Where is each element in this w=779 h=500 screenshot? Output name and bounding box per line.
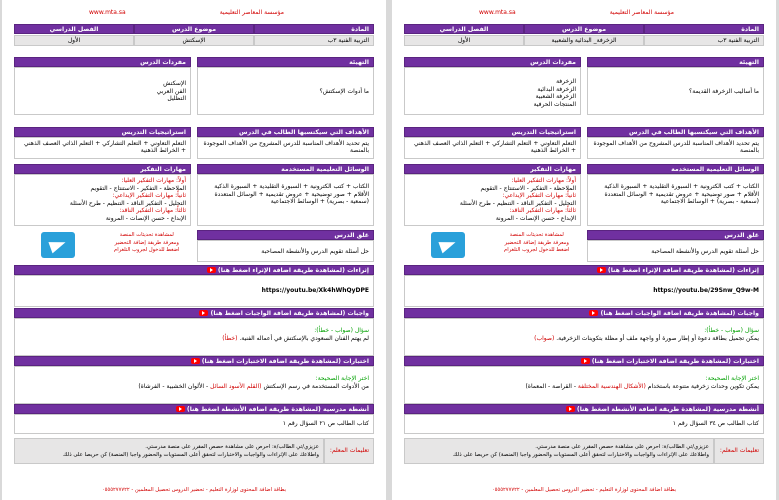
homework-bar[interactable] (14, 308, 374, 318)
telegram-box[interactable] (404, 230, 581, 262)
vocab-list (14, 67, 191, 115)
media-section (587, 164, 764, 226)
goals-strategies-row (14, 127, 374, 159)
goals-section (197, 127, 374, 159)
youtube-icon[interactable] (597, 267, 606, 273)
homework-body (14, 318, 374, 356)
site-link[interactable]: www.mta.sa (479, 9, 516, 16)
activities-label[interactable]: أنشطة مدرسية (لمشاهدة طريقة اضافة الأنشطة اضغط هنا) (576, 406, 759, 413)
telegram-line: لمشاهدة تحديثات المنصة (509, 232, 564, 238)
homework-answer: (خطأ) (222, 334, 238, 342)
closing-text: حل أسئلة تقويم الدرس والأنشطة المصاحبة (587, 240, 764, 262)
skills-heading: ثالثاً: مهارات التفكير الناقد: (509, 207, 576, 214)
media-text: الكتاب + كتب الكترونية + السبورة التقليدية + السبورة الذكية الأقلام + صور توضيحية + عروض تقديمية + الوسائل المتعددة (سمعية - بصرية) + الوسائط الاجتماعية (197, 174, 374, 226)
vocab-item: الإسكتش (163, 80, 186, 87)
activities-text: كتاب الطالب ص ٣٤ السؤال رقم ١ (404, 414, 764, 434)
tests-question-text: يمكن تكوين وحدات زخرفية متنوعة باستخدام (647, 382, 759, 390)
site-link[interactable]: www.mta.sa (89, 9, 126, 16)
youtube-icon[interactable] (176, 406, 185, 412)
closing-label: غلق الدرس (587, 230, 764, 240)
media-skills-row (404, 164, 764, 226)
intro-section (197, 57, 374, 115)
activities-bar[interactable] (14, 404, 374, 414)
tests-question-label: اختر الإجابة الصحيحة: (315, 375, 369, 382)
page-footer: بطاقة اضافة المحتوى لوزارة التعليم - تحضير الدروس تحصيل المعلمين - ٠٥٥٥٢٧٧٧٢٢ (491, 487, 677, 493)
skills-line: الإبداع - حسن الإنصات - المرونة (495, 214, 576, 222)
intro-vocab-row (404, 57, 764, 115)
vocab-label: مفردات الدرس (14, 57, 191, 67)
homework-body (404, 318, 764, 356)
skills-heading: أولاً: مهارات التفكير العليا: (511, 177, 576, 184)
tests-section (14, 356, 374, 404)
closing-text: حل أسئلة تقويم الدرس والأنشطة المصاحبة (197, 240, 374, 262)
subject-label: المادة (644, 24, 764, 34)
activities-section (404, 404, 764, 434)
enrichment-section (404, 265, 764, 307)
skills-line: التحليل - التفكير الناقد - التنظيم - طرح الأسئلة (459, 199, 576, 207)
homework-question (409, 335, 759, 343)
youtube-icon[interactable] (191, 358, 200, 364)
skills-line: الملاحظة - التفكير - الاستنتاج - التقويم (480, 184, 576, 192)
intro-vocab-row (14, 57, 374, 115)
tests-options: - القراصة - المعماة) (525, 382, 576, 390)
activities-text: كتاب الطالب ص ٢١ السؤال رقم ١ (14, 414, 374, 434)
info-values (404, 35, 764, 46)
skills-line: التحليل - التفكير الناقد - التنظيم - طرح الأسئلة (69, 199, 186, 207)
telegram-icon-wrap[interactable] (404, 230, 493, 262)
closing-section (197, 230, 374, 262)
vocab-item: الفن العربي (156, 87, 186, 95)
homework-question-text: يمكن تجميل بطاقة دعوة أو إطار صورة أو واجهة ملف أو مظلة بتكوينات الزخرفية. (556, 334, 759, 342)
media-label: الوسائل التعليمية المستخدمة (587, 164, 764, 174)
enrichment-label[interactable]: إثراءات (لمشاهدة طريقة اضافة الإثراء اضغط هنا) (217, 267, 369, 274)
homework-question-text: لم يهتم الفنان السعودي بالإسكتش في أعماله الفنية. (239, 334, 369, 342)
tests-body (14, 366, 374, 404)
topic-value: الزخرفة_ البدائية والشعبية (524, 35, 644, 46)
tests-question (19, 383, 369, 391)
vocab-section (404, 57, 581, 115)
notes-line: واطلاعك على الإثراءات والواجبات والاختبارات لتحقق أعلى المستويات والحضور واجبا (المنصة) كن حريصا على ذلك (63, 451, 319, 458)
subject-label: المادة (254, 24, 374, 34)
goals-strategies-row (404, 127, 764, 159)
youtube-icon[interactable] (566, 406, 575, 412)
telegram-icon-wrap[interactable] (14, 230, 103, 262)
closing-section (587, 230, 764, 262)
enrichment-bar[interactable] (14, 265, 374, 275)
skills-heading: ثانياً: مهارات التفكير الإبداعي: (502, 192, 576, 199)
subject-value: التربية الفنية ٣ب (254, 35, 374, 46)
goals-text: يتم تحديد الأهداف المناسبة للدرس المشروح من الأهداف الموجودة بالمنصة (197, 137, 374, 159)
telegram-line: اضغط للدخول لجروب التلغرام (114, 247, 180, 253)
skills-label: مهارات التفكير (14, 164, 191, 174)
skills-heading: ثالثاً: مهارات التفكير الناقد: (119, 207, 186, 214)
activities-bar[interactable] (404, 404, 764, 414)
notes-label: تعليمات المعلم: (324, 438, 374, 464)
skills-list (404, 174, 581, 226)
intro-label: التهيئة (587, 57, 764, 67)
tests-section (404, 356, 764, 404)
notes-label: تعليمات المعلم: (714, 438, 764, 464)
enrichment-link[interactable]: https://youtu.be/29Snw_Q9w-M (404, 275, 764, 307)
tests-bar[interactable] (404, 356, 764, 366)
notes-line: واطلاعك على الإثراءات والواجبات والاختبارات لتحقق أعلى المستويات والحضور واجبا (المنصة) كن حريصا على ذلك (453, 451, 709, 458)
homework-label[interactable]: واجبات (لمشاهدة طريقة اضافة الواجبات اضغط هنا) (210, 310, 369, 317)
tests-body (404, 366, 764, 404)
homework-section (404, 308, 764, 356)
tests-options: - الألوان الخشبية - الفرشاة) (138, 382, 209, 390)
topic-label: موضوع الدرس (134, 24, 254, 34)
enrichment-label[interactable]: إثراءات (لمشاهدة طريقة اضافة الإثراء اضغط هنا) (607, 267, 759, 274)
info-labels (404, 24, 764, 34)
homework-question-label: سؤال (صواب - خطأ): (314, 327, 369, 334)
skills-section (404, 164, 581, 226)
intro-section (587, 57, 764, 115)
skills-section (14, 164, 191, 226)
org-name: مؤسسة المعاصر التعليمية (219, 9, 284, 16)
closing-label: غلق الدرس (197, 230, 374, 240)
tests-label[interactable]: اختبارات (لمشاهدة طريقة اضافة الاختبارات اضغط هنا) (591, 358, 759, 365)
closing-telegram-row (404, 230, 764, 262)
telegram-line: ومعرفة طريقة إضافة التحضير (504, 239, 569, 246)
skills-line: الإبداع - حسن الإنصات - المرونة (105, 214, 186, 222)
vocab-item: الزخرفة (556, 78, 576, 85)
vocab-list (404, 67, 581, 115)
skills-list (14, 174, 191, 226)
enrichment-section (14, 265, 374, 307)
strategies-section (14, 127, 191, 159)
notes-body (14, 438, 324, 464)
telegram-box[interactable] (14, 230, 191, 262)
media-section (197, 164, 374, 226)
lesson-page-2 (2, 0, 386, 500)
closing-telegram-row (14, 230, 374, 262)
telegram-line: لمشاهدة تحديثات المنصة (119, 232, 174, 238)
media-text: الكتاب + كتب الكترونية + السبورة التقليدية + السبورة الذكية الأقلام + صور توضيحية + عروض تقديمية + الوسائل المتعددة (سمعية - بصرية) + الوسائط الاجتماعية (587, 174, 764, 226)
homework-label[interactable]: واجبات (لمشاهدة طريقة اضافة الواجبات اضغط هنا) (600, 310, 759, 317)
activities-section (14, 404, 374, 434)
term-value: الأول (14, 35, 134, 46)
notes-line: عزيزي/تي الطالب/ة: احرص على مشاهدة حصص المقرر على منصة مدرستي. (145, 444, 319, 450)
youtube-icon[interactable] (589, 310, 598, 316)
topic-value: الإسكتش (134, 35, 254, 46)
intro-text: ما أدوات الإسكتش؟ (197, 67, 374, 115)
strategies-text: التعلم التعاوني + التعلم التشاركي + التعلم الذاتي العصف الذهني + الخرائط الذهنية (404, 137, 581, 159)
skills-heading: أولاً: مهارات التفكير العليا: (121, 177, 186, 184)
term-value: الأول (404, 35, 524, 46)
vocab-item: الزخرفة البدائية (537, 85, 576, 93)
homework-section (14, 308, 374, 356)
info-values (14, 35, 374, 46)
notes-section (404, 438, 764, 464)
telegram-text[interactable] (103, 230, 192, 262)
tests-question-text: من الأدوات المستخدمة في رسم الإسكتش (263, 382, 369, 390)
strategies-label: استراتيجيات التدريس (14, 127, 191, 137)
tests-question-label: اختر الإجابة الصحيحة: (705, 375, 759, 382)
notes-line: عزيزي/تي الطالب/ة: احرص على مشاهدة حصص المقرر على منصة مدرستي. (535, 444, 709, 450)
topic-label: موضوع الدرس (524, 24, 644, 34)
goals-label: الأهداف التي سيكتسبها الطالب في الدرس (197, 127, 374, 137)
org-name: مؤسسة المعاصر التعليمية (609, 9, 674, 16)
youtube-icon[interactable] (207, 267, 216, 273)
skills-heading: ثانياً: مهارات التفكير الإبداعي: (112, 192, 186, 199)
goals-section (587, 127, 764, 159)
tests-answer: (الأشكال الهندسية المختلفة (577, 382, 646, 390)
telegram-line: ومعرفة طريقة إضافة التحضير (114, 239, 179, 246)
vocab-item: الزخرفة الشعبية (535, 93, 576, 100)
goals-text: يتم تحديد الأهداف المناسبة للدرس المشروح من الأهداف الموجودة بالمنصة (587, 137, 764, 159)
telegram-text[interactable] (493, 230, 582, 262)
youtube-icon[interactable] (199, 310, 208, 316)
homework-question (19, 335, 369, 343)
lesson-page-1 (392, 0, 776, 500)
strategies-label: استراتيجيات التدريس (404, 127, 581, 137)
telegram-line: اضغط للدخول لجروب التلغرام (504, 247, 570, 253)
vocab-item: التظليل (167, 95, 186, 102)
homework-question-label: سؤال (صواب - خطأ): (704, 327, 759, 334)
media-skills-row (14, 164, 374, 226)
goals-label: الأهداف التي سيكتسبها الطالب في الدرس (587, 127, 764, 137)
homework-answer: (صواب) (534, 334, 555, 342)
skills-label: مهارات التفكير (404, 164, 581, 174)
enrichment-link[interactable]: https://youtu.be/Xk4hWhQyDPE (14, 275, 374, 307)
term-label: الفصل الدراسي (14, 24, 134, 34)
page-header (14, 0, 374, 24)
intro-label: التهيئة (197, 57, 374, 67)
info-labels (14, 24, 374, 34)
tests-answer: (القلم الأسود السائل (210, 382, 262, 390)
enrichment-bar[interactable] (404, 265, 764, 275)
vocab-label: مفردات الدرس (404, 57, 581, 67)
notes-body (404, 438, 714, 464)
skills-line: الملاحظة - التفكير - الاستنتاج - التقويم (90, 184, 186, 192)
vocab-item: المنتجات الحرفية (533, 100, 576, 108)
tests-bar[interactable] (14, 356, 374, 366)
page-header (404, 0, 764, 24)
strategies-text: التعلم التعاوني + التعلم التشاركي + التعلم الذاتي العصف الذهني + الخرائط الذهنية (14, 137, 191, 159)
notes-section (14, 438, 374, 464)
youtube-icon[interactable] (581, 358, 590, 364)
subject-value: التربية الفنية ٣ب (644, 35, 764, 46)
strategies-section (404, 127, 581, 159)
vocab-section (14, 57, 191, 115)
page-footer: بطاقة اضافة المحتوى لوزارة التعليم - تحضير الدروس تحصيل المعلمين - ٠٥٥٥٢٧٧٧٢٢ (101, 487, 287, 493)
tests-question (409, 383, 759, 391)
tests-label[interactable]: اختبارات (لمشاهدة طريقة اضافة الاختبارات اضغط هنا) (201, 358, 369, 365)
telegram-icon[interactable] (41, 232, 75, 258)
term-label: الفصل الدراسي (404, 24, 524, 34)
intro-text: ما أساليب الزخرفة القديمة؟ (587, 67, 764, 115)
media-label: الوسائل التعليمية المستخدمة (197, 164, 374, 174)
homework-bar[interactable] (404, 308, 764, 318)
activities-label[interactable]: أنشطة مدرسية (لمشاهدة طريقة اضافة الأنشطة اضغط هنا) (186, 406, 369, 413)
telegram-icon[interactable] (431, 232, 465, 258)
